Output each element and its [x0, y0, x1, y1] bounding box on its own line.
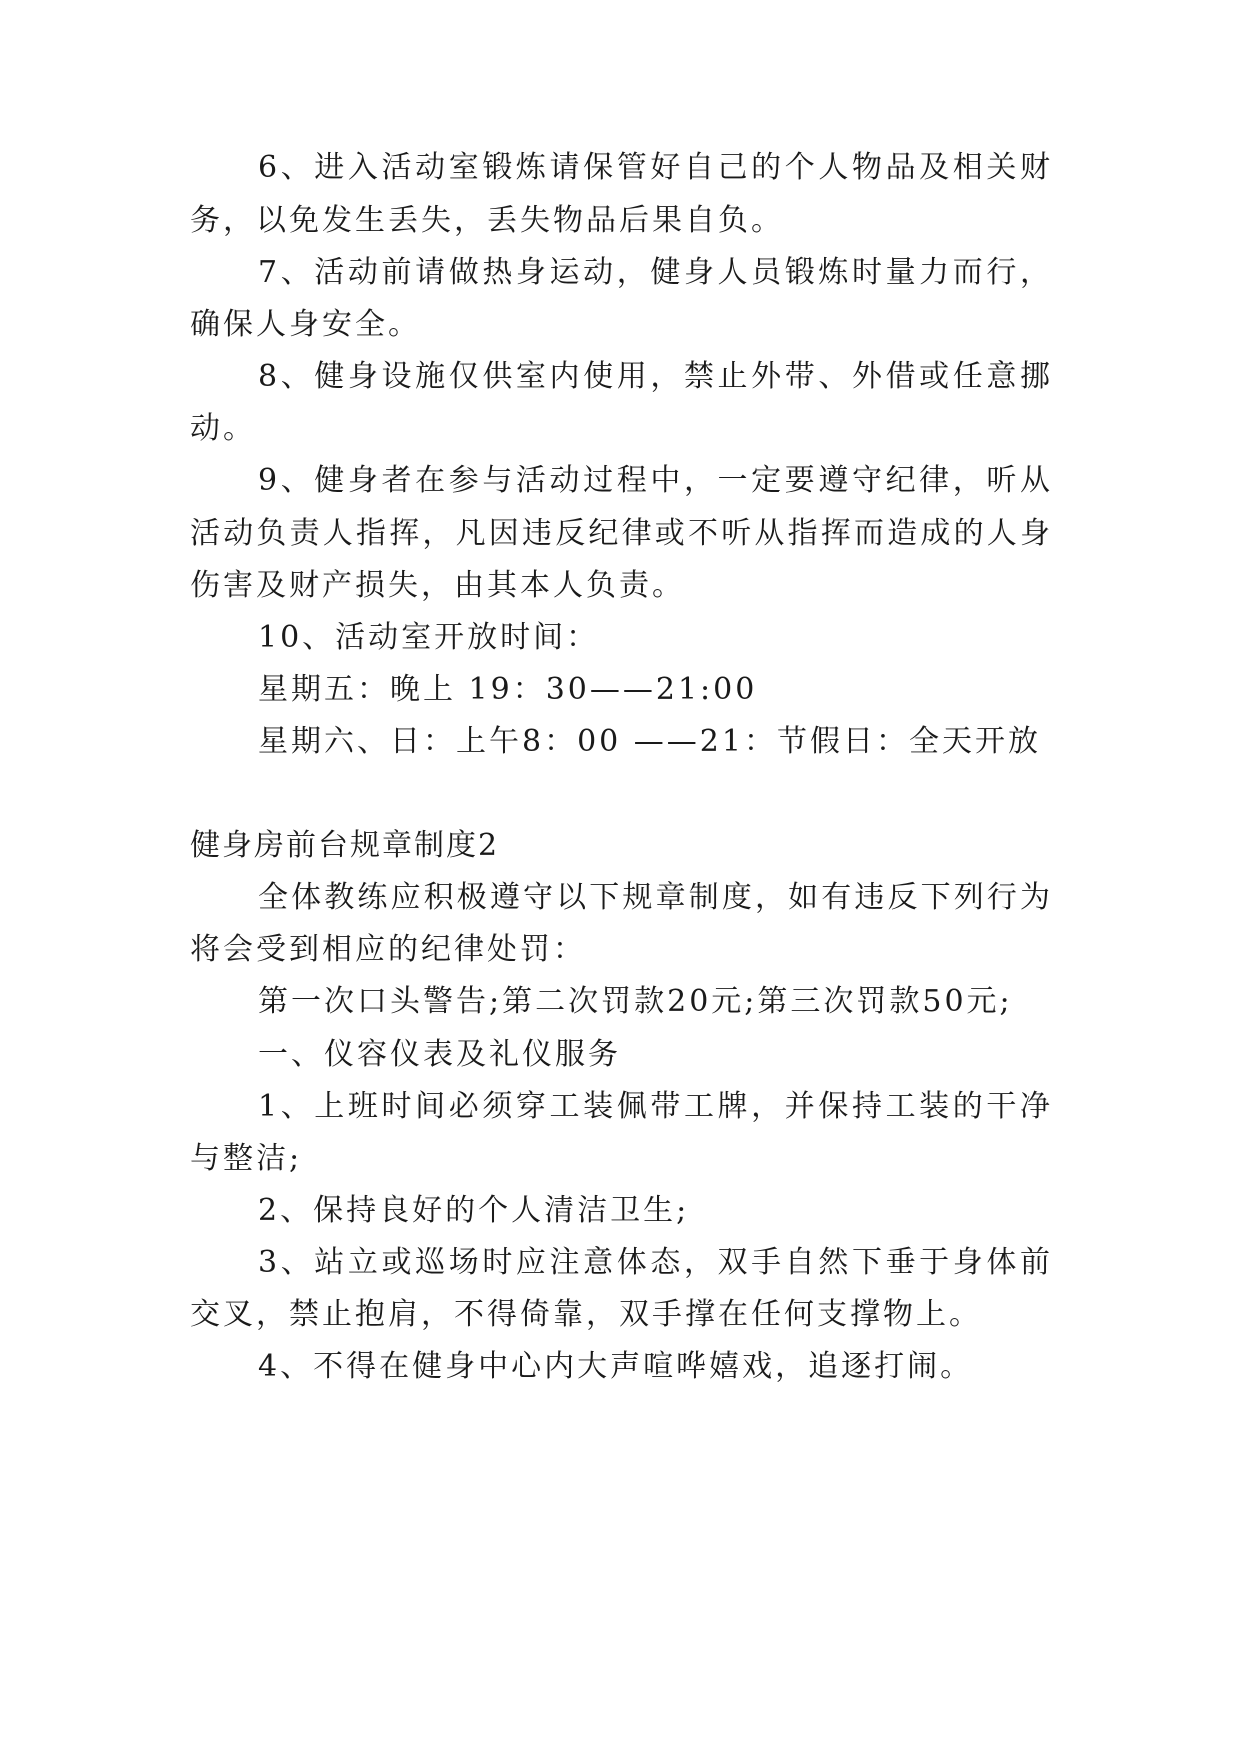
- paragraph-line: 4、不得在健身中心内大声喧哗嬉戏，追逐打闹。: [258, 1349, 974, 1384]
- paragraph-line: 活动负责人指挥，凡因违反纪律或不听从指挥而造成的人身: [190, 516, 1050, 551]
- paragraph-line: 2、保持良好的个人清洁卫生;: [258, 1193, 690, 1228]
- paragraph-line: 8、健身设施仅供室内使用，禁止外带、外借或任意挪: [258, 359, 1050, 394]
- paragraph-line: 10、活动室开放时间：: [258, 620, 600, 655]
- paragraph-line: 伤害及财产损失，由其本人负责。: [190, 568, 685, 603]
- paragraph-line: 将会受到相应的纪律处罚：: [190, 932, 586, 967]
- section-title: 健身房前台规章制度2: [190, 828, 500, 863]
- paragraph-line: 动。: [190, 411, 256, 446]
- paragraph-line: 1、上班时间必须穿工装佩带工牌，并保持工装的干净: [258, 1089, 1050, 1124]
- paragraph-line: 务，以免发生丢失，丢失物品后果自负。: [190, 203, 784, 238]
- paragraph-line: 第一次口头警告;第二次罚款20元;第三次罚款50元;: [258, 984, 1013, 1019]
- paragraph-line: 7、活动前请做热身运动，健身人员锻炼时量力而行，: [258, 255, 1050, 290]
- paragraph-line: 与整洁;: [190, 1141, 303, 1176]
- paragraph-line: 全体教练应积极遵守以下规章制度，如有违反下列行为: [258, 880, 1050, 915]
- paragraph-line: 确保人身安全。: [190, 307, 421, 342]
- paragraph-line: 一、仪容仪表及礼仪服务: [258, 1037, 621, 1072]
- paragraph-line: 星期五：晚上 19：30——21:00: [258, 672, 758, 707]
- paragraph-line: 6、进入活动室锻炼请保管好自己的个人物品及相关财: [258, 150, 1050, 185]
- paragraph-line: 9、健身者在参与活动过程中，一定要遵守纪律，听从: [258, 463, 1050, 498]
- paragraph-line: 3、站立或巡场时应注意体态，双手自然下垂于身体前: [258, 1245, 1050, 1280]
- paragraph-line: 交叉，禁止抱肩，不得倚靠，双手撑在任何支撑物上。: [190, 1297, 982, 1332]
- paragraph-line: 星期六、日：上午8：00 ——21：节假日：全天开放: [258, 724, 1041, 759]
